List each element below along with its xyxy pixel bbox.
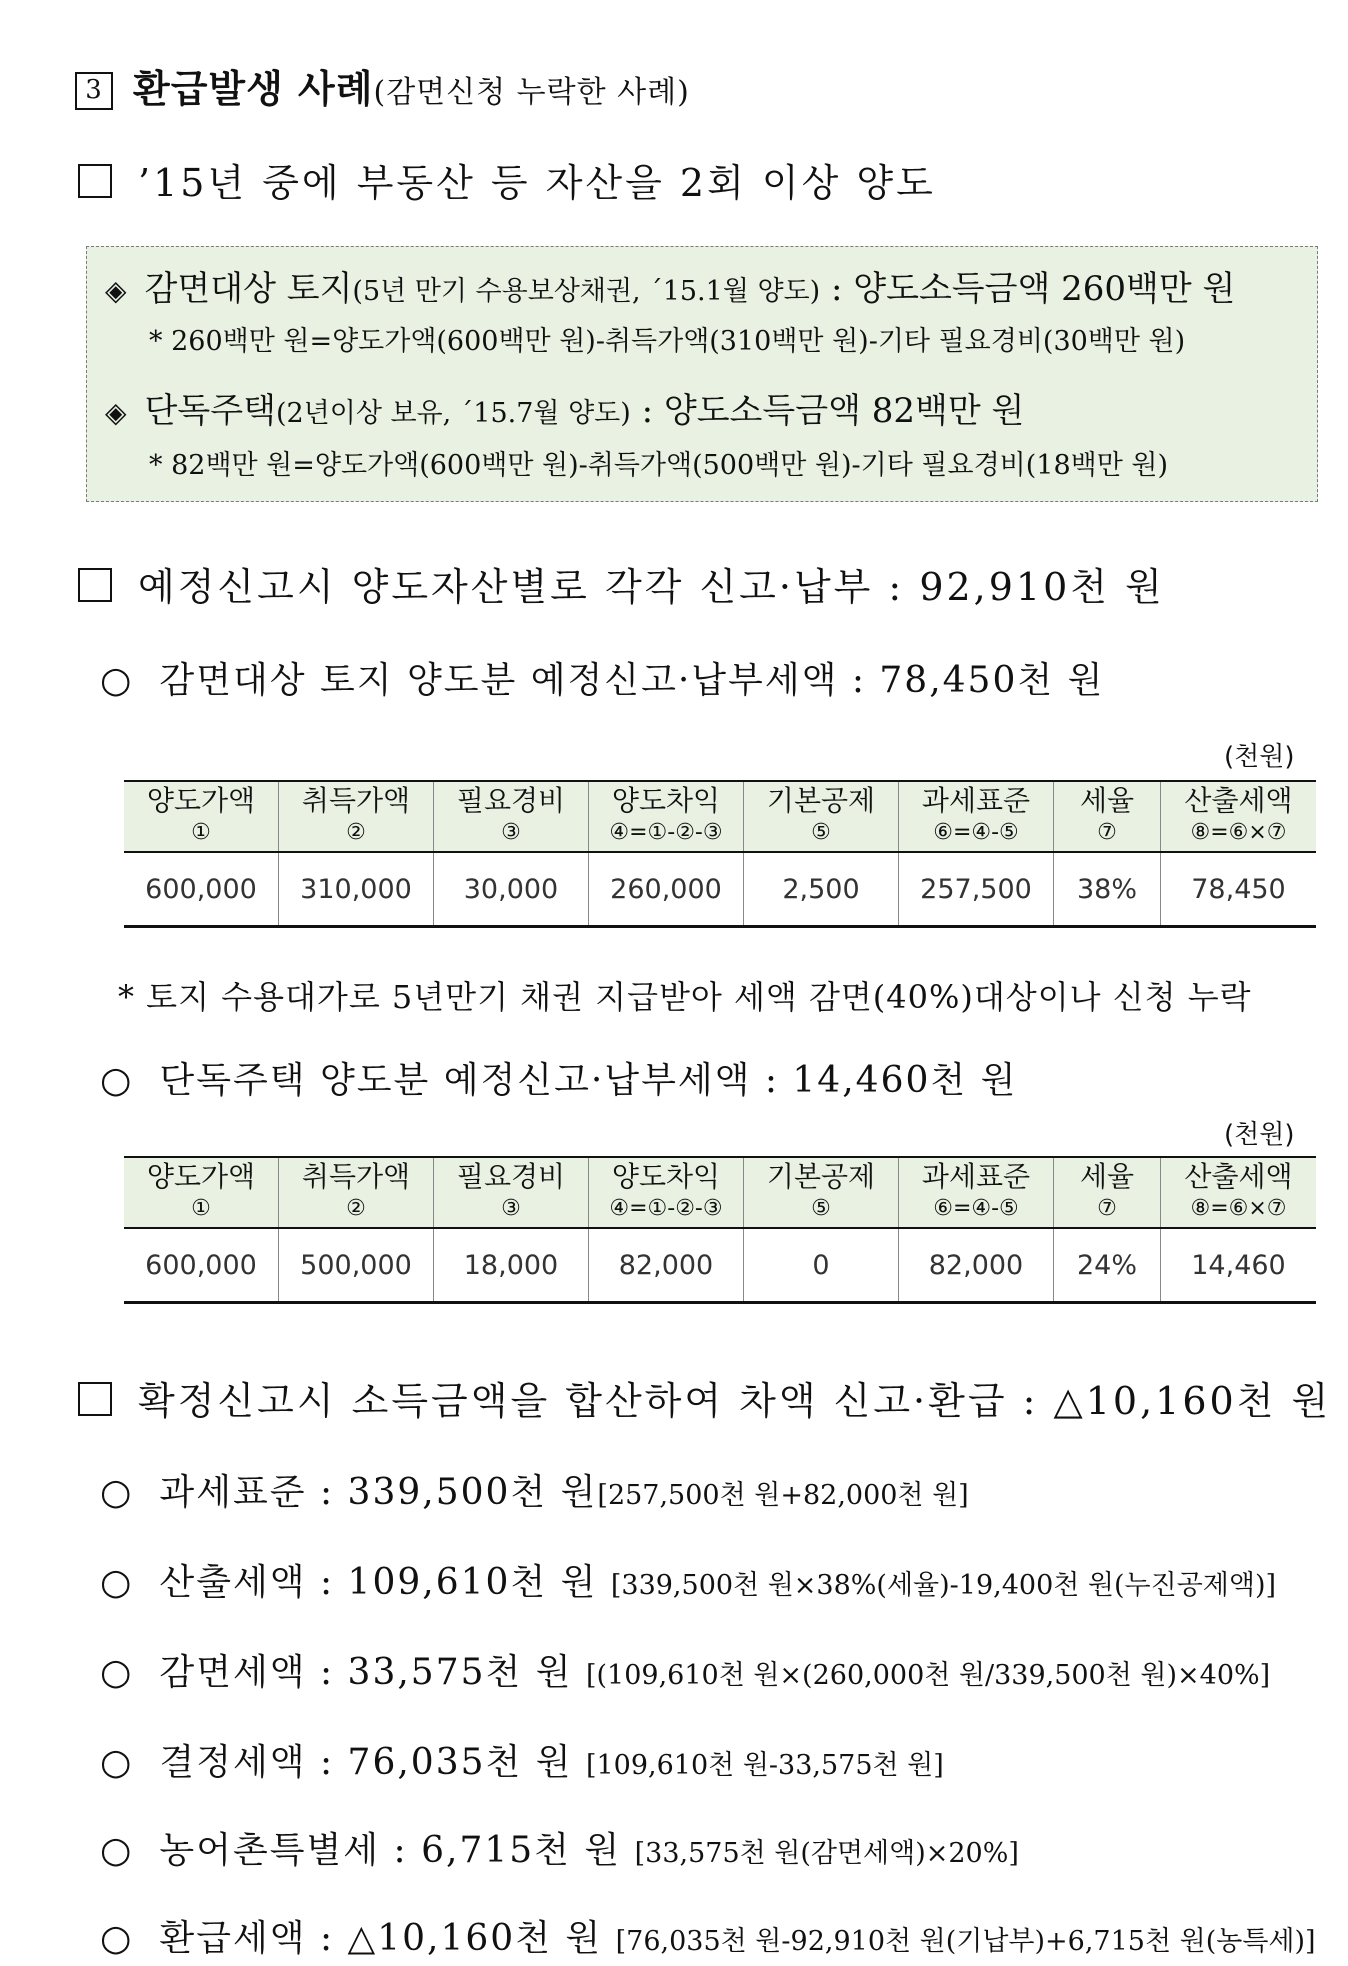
table-cell: 82,000 [899,1228,1054,1303]
calc-item-refund: ○ 환급세액 : △10,160천 원 [76,035천 원-92,910천 원(기납부)+6,715천 원(농특세)] [100,1918,1316,1959]
header-cell: 취득가액 ② [279,1157,434,1228]
box-note-land: * 260백만 원=양도가액(600백만 원)-취득가액(310백만 원)-기타 필요경비(30백만 원) [149,326,1186,357]
circle-bullet-icon: ○ [100,1742,134,1783]
table-cell: 600,000 [124,852,279,927]
header-cell: 양도차익 ④=①-②-③ [589,1157,744,1228]
section-2-heading: 예정신고시 양도자산별로 각각 신고·납부 : 92,910천 원 [78,556,1165,611]
table-cell: 0 [744,1228,899,1303]
box-note-house: * 82백만 원=양도가액(600백만 원)-취득가액(500백만 원)-기타 필요경비(18백만 원) [149,450,1168,481]
table-cell: 14,460 [1161,1228,1317,1303]
title-sub: (감면신청 누락한 사례) [373,75,690,110]
table-cell: 2,500 [744,852,899,927]
page-title [75,58,690,113]
table-cell: 24% [1054,1228,1161,1303]
table-house [124,1156,1316,1304]
table-cell: 600,000 [124,1228,279,1303]
circle-bullet-icon: ○ [100,660,134,701]
note-land: * 토지 수용대가로 5년만기 채권 지급받아 세액 감면(40%)대상이나 신청 누락 [118,978,1252,1016]
calc-item-final-tax: ○ 결정세액 : 76,035천 원 [109,610천 원-33,575천 원] [100,1742,944,1783]
header-cell: 과세표준 ⑥=④-⑤ [899,1157,1054,1228]
header-cell: 취득가액 ② [279,781,434,852]
unit-label: (천원) [1224,742,1295,772]
unit-label: (천원) [1224,1120,1295,1150]
table-cell: 18,000 [434,1228,589,1303]
calc-item-computed-tax: ○ 산출세액 : 109,610천 원 [339,500천 원×38%(세율)-19,400천 원(누진공제액)] [100,1562,1277,1603]
checkbox-square-icon [78,1382,112,1416]
header-cell: 세율 ⑦ [1054,1157,1161,1228]
diamond-icon: ◈ [105,274,127,307]
table-cell: 500,000 [279,1228,434,1303]
header-cell: 산출세액 ⑧=⑥×⑦ [1161,781,1317,852]
circle-bullet-icon: ○ [100,1562,134,1603]
circle-bullet-icon: ○ [100,1830,134,1871]
header-cell: 양도가액 ① [124,1157,279,1228]
header-cell: 과세표준 ⑥=④-⑤ [899,781,1054,852]
calc-item-tax-base: ○ 과세표준 : 339,500천 원[257,500천 원+82,000천 원] [100,1472,969,1513]
header-cell: 필요경비 ③ [434,1157,589,1228]
sub-heading-house: ○ 단독주택 양도분 예정신고·납부세액 : 14,460천 원 [100,1060,1018,1101]
header-cell: 필요경비 ③ [434,781,589,852]
calc-item-rural-tax: ○ 농어촌특별세 : 6,715천 원 [33,575천 원(감면세액)×20%] [100,1830,1019,1871]
title-main: 환급발생 사례 [133,66,374,111]
header-cell: 산출세액 ⑧=⑥×⑦ [1161,1157,1317,1228]
calc-item-reduction: ○ 감면세액 : 33,575천 원 [(109,610천 원×(260,000천 원/339,500천 원)×40%] [100,1652,1271,1693]
circle-bullet-icon: ○ [100,1472,134,1513]
table-cell: 260,000 [589,852,744,927]
box-item-house: ◈ 단독주택(2년이상 보유, ´15.7월 양도) : 양도소득금액 82백만 원 [105,391,1025,431]
section-number-box: 3 [75,72,113,110]
table-header-row [124,1157,1316,1228]
header-cell: 양도가액 ① [124,781,279,852]
checkbox-square-icon [78,568,112,602]
table-cell: 78,450 [1161,852,1317,927]
checkbox-square-icon [78,164,112,198]
sub-heading-land: ○ 감면대상 토지 양도분 예정신고·납부세액 : 78,450천 원 [100,660,1105,701]
box-item-land: ◈ 감면대상 토지(5년 만기 수용보상채권, ´15.1월 양도) : 양도소득금액 260백만 원 [105,269,1236,309]
header-cell: 세율 ⑦ [1054,781,1161,852]
circle-bullet-icon: ○ [100,1918,134,1959]
case-summary-box [86,246,1318,502]
table-row [124,852,1316,927]
table-cell: 82,000 [589,1228,744,1303]
section-1-heading: ’15년 중에 부동산 등 자산을 2회 이상 양도 [78,152,936,207]
circle-bullet-icon: ○ [100,1060,134,1101]
header-cell: 기본공제 ⑤ [744,1157,899,1228]
table-cell: 257,500 [899,852,1054,927]
table-cell: 38% [1054,852,1161,927]
table-cell: 30,000 [434,852,589,927]
header-cell: 양도차익 ④=①-②-③ [589,781,744,852]
table-land [124,780,1316,928]
section-3-heading: 확정신고시 소득금액을 합산하여 차액 신고·환급 : △10,160천 원 [78,1370,1331,1425]
table-row [124,1228,1316,1303]
header-cell: 기본공제 ⑤ [744,781,899,852]
table-header-row [124,781,1316,852]
diamond-icon: ◈ [105,396,127,429]
circle-bullet-icon: ○ [100,1652,134,1693]
table-cell: 310,000 [279,852,434,927]
